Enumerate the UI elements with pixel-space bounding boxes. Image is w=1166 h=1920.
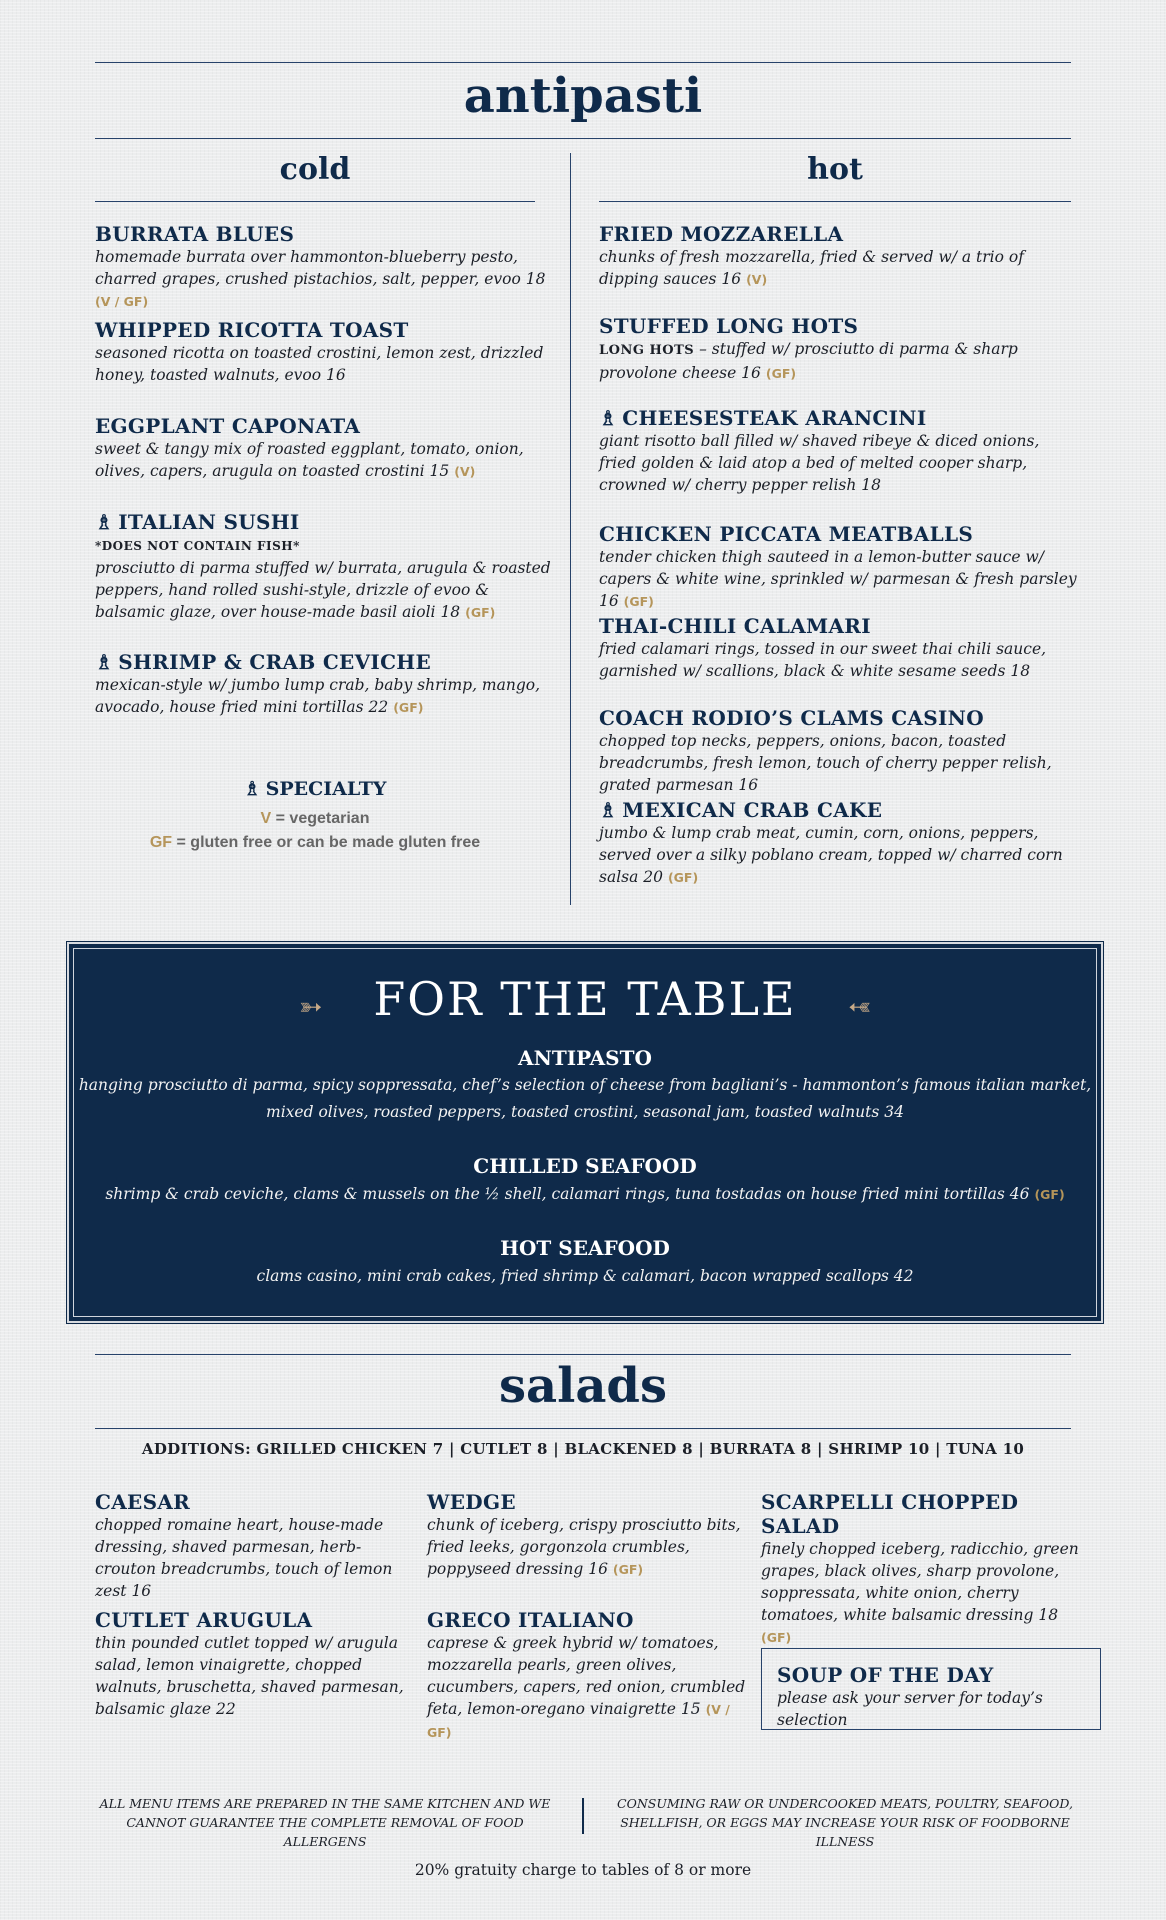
diet-tag: (V / GF): [427, 1702, 730, 1740]
legend-specialty: SPECIALTY: [265, 778, 387, 800]
item-name: SHRIMP & CRAB CEVICHE: [118, 650, 432, 674]
item-description: giant risotto ball filled w/ shaved ribeye & diced onions, fried golden & laid atop a bed of melted cooper sharp, crowned w/ cherry pepper relish 18: [599, 432, 1040, 494]
menu-item: [95, 414, 555, 483]
item-name: BURRATA BLUES: [95, 222, 295, 246]
for-the-table-panel: [67, 942, 1103, 1323]
menu-item: [599, 406, 1069, 496]
menu-item: [761, 1490, 1081, 1649]
flourish-ornament-icon: ➳: [847, 990, 871, 1023]
item-name: EGGPLANT CAPONATA: [95, 414, 361, 438]
foodborne-illness-notice: CONSUMING RAW OR UNDERCOOKED MEATS, POULTRY, SEAFOOD, SHELLFISH, OR EGGS MAY INCREASE YOUR RISK OF FOODBORNE ILLNESS: [617, 1796, 1073, 1849]
item-description: hanging prosciutto di parma, spicy soppressata, chef’s selection of cheese from bagliani’s - hammonton’s famous italian market,: [78, 1076, 1092, 1094]
chef-specialty-icon: ♗: [599, 406, 618, 430]
item-name: ITALIAN SUSHI: [118, 510, 300, 534]
menu-item: [95, 510, 555, 624]
diet-tag: (GF): [465, 605, 496, 620]
legend-text-gf: = gluten free or can be made gluten free: [172, 834, 481, 851]
diet-tag: (GF): [623, 594, 654, 609]
item-description: chunks of fresh mozzarella, fried & served w/ a trio of dipping sauces 16: [599, 248, 1024, 288]
menu-item: [95, 318, 555, 386]
for-the-table-title: FOR THE TABLE: [373, 972, 797, 1026]
item-name: SOUP OF THE DAY: [777, 1663, 994, 1687]
menu-item: [95, 1490, 415, 1602]
diet-tag: (V): [454, 464, 476, 479]
diet-tag: (GF): [765, 366, 797, 381]
column-divider: [570, 153, 571, 905]
item-name: SCARPELLI CHOPPED SALAD: [761, 1490, 1019, 1538]
item-description: seasoned ricotta on toasted crostini, lemon zest, drizzled honey, toasted walnuts, evoo 16: [95, 344, 544, 384]
item-name: WEDGE: [427, 1490, 516, 1514]
item-name: THAI-CHILI CALAMARI: [599, 614, 871, 638]
item-name: CHICKEN PICCATA MEATBALLS: [599, 522, 974, 546]
item-description: homemade burrata over hammonton-blueberry pesto, charred grapes, crushed pistachios, salt, pepper, evoo 18: [95, 248, 546, 288]
item-description: tender chicken thigh sauteed in a lemon-butter sauce w/ capers & white wine, sprinkled w/ parmesan & fresh parsley 16: [599, 548, 1077, 610]
footer-divider: [582, 1798, 584, 1834]
legend-key-gf: GF: [149, 834, 173, 851]
item-description: – stuffed w/ prosciutto di parma & sharp provolone cheese 16: [599, 340, 1018, 382]
item-description: mexican-style w/ jumbo lump crab, baby shrimp, mango, avocado, house fried mini tortillas 22: [95, 676, 541, 716]
item-name: MEXICAN CRAB CAKE: [622, 798, 883, 822]
divider: [95, 62, 1071, 63]
item-name: CUTLET ARUGULA: [95, 1608, 313, 1632]
item-note: *DOES NOT CONTAIN FISH*: [95, 539, 300, 553]
item-description: jumbo & lump crab meat, cumin, corn, onions, peppers, served over a silky poblano cream, topped w/ charred corn salsa 20: [599, 824, 1063, 886]
subheading-hot: hot: [807, 152, 863, 187]
divider: [95, 201, 535, 202]
section-title-salads: salads: [498, 1358, 668, 1414]
diet-tag: (GF): [1034, 1187, 1065, 1202]
item-description: prosciutto di parma stuffed w/ burrata, arugula & roasted peppers, hand rolled sushi-style, drizzle of evoo & balsamic glaze, over house-made basil aioli 18: [95, 559, 551, 621]
subheading-cold: cold: [279, 152, 351, 187]
menu-item: [599, 222, 1079, 291]
item-name: CAESAR: [95, 1490, 191, 1514]
menu-item: [95, 222, 565, 313]
chef-specialty-icon: ♗: [243, 778, 261, 800]
item-name: GRECO ITALIANO: [427, 1608, 634, 1632]
gratuity-notice: 20% gratuity charge to tables of 8 or more: [414, 1861, 752, 1879]
item-description: chopped romaine heart, house-made dressing, shaved parmesan, herb-crouton breadcrumbs, touch of lemon zest 16: [95, 1516, 393, 1600]
item-name: FRIED MOZZARELLA: [599, 222, 844, 246]
chef-specialty-icon: ♗: [95, 650, 114, 674]
item-description: sweet & tangy mix of roasted eggplant, tomato, onion, olives, capers, arugula on toasted crostini 15: [95, 440, 524, 480]
item-description: fried calamari rings, tossed in our sweet thai chili sauce, garnished w/ scallions, black & white sesame seeds 18: [599, 640, 1047, 680]
menu-item: [427, 1608, 747, 1744]
item-name: CHILLED SEAFOOD: [473, 1154, 697, 1178]
item-description: shrimp & crab ceviche, clams & mussels on the ½ shell, calamari rings, tuna tostadas on house fried mini tortillas 46: [105, 1185, 1030, 1203]
item-name: ANTIPASTO: [518, 1046, 652, 1070]
soup-of-the-day-box: [761, 1648, 1101, 1730]
salad-additions: ADDITIONS: GRILLED CHICKEN 7 | CUTLET 8 | BLACKENED 8 | BURRATA 8 | SHRIMP 10 | TUNA 10: [141, 1440, 1025, 1458]
section-title-antipasti: antipasti: [463, 68, 703, 124]
chef-specialty-icon: ♗: [599, 798, 618, 822]
legend: [95, 778, 535, 852]
divider: [599, 201, 1071, 202]
diet-tag: (V / GF): [95, 294, 149, 309]
item-description: chunk of iceberg, crispy prosciutto bits, fried leeks, gorgonzola crumbles, poppyseed dressing 16: [427, 1516, 741, 1578]
menu-item: [599, 314, 1059, 385]
item-name: WHIPPED RICOTTA TOAST: [95, 318, 409, 342]
diet-tag: (GF): [393, 700, 424, 715]
chef-specialty-icon: ♗: [95, 510, 114, 534]
menu-item: [427, 1490, 747, 1581]
menu-item: [599, 522, 1079, 613]
menu-item: [599, 614, 1069, 682]
item-name: HOT SEAFOOD: [500, 1236, 670, 1260]
menu-item: [95, 1608, 405, 1720]
divider: [95, 1354, 1071, 1355]
diet-tag: (GF): [612, 1562, 644, 1577]
item-description: mixed olives, roasted peppers, toasted crostini, seasonal jam, toasted walnuts 34: [266, 1103, 904, 1121]
item-description: finely chopped iceberg, radicchio, green grapes, black olives, sharp provolone, soppressata, white onion, cherry tomatoes, white balsamic dressing 18: [761, 1540, 1079, 1624]
item-description: please ask your server for today’s selection: [777, 1689, 1043, 1729]
item-description: chopped top necks, peppers, onions, bacon, toasted breadcrumbs, fresh lemon, touch of cherry pepper relish, grated parmesan 16: [599, 732, 1052, 794]
item-name: CHEESESTEAK ARANCINI: [622, 406, 927, 430]
allergen-notice: ALL MENU ITEMS ARE PREPARED IN THE SAME KITCHEN AND WE CANNOT GUARANTEE THE COMPLETE REMOVAL OF FOOD ALLERGENS: [99, 1796, 551, 1849]
legend-text-v: = vegetarian: [271, 810, 370, 827]
item-description: clams casino, mini crab cakes, fried shrimp & calamari, bacon wrapped scallops 42: [256, 1267, 914, 1285]
menu-item: [95, 650, 555, 719]
divider: [95, 1428, 1071, 1429]
diet-tag: (GF): [667, 870, 699, 885]
menu-item: [599, 798, 1069, 889]
item-name: STUFFED LONG HOTS: [599, 314, 859, 338]
menu-item: [599, 706, 1079, 796]
legend-key-v: V: [260, 810, 272, 827]
item-name: COACH RODIO’S CLAMS CASINO: [599, 706, 984, 730]
diet-tag: (GF): [761, 1630, 792, 1645]
item-description: caprese & greek hybrid w/ tomatoes, mozzarella pearls, green olives, cucumbers, capers, red onion, crumbled feta, lemon-oregano vinaigrette 15: [427, 1634, 746, 1718]
flourish-ornament-icon: ➳: [299, 990, 323, 1023]
divider: [95, 138, 1071, 139]
item-subtitle: LONG HOTS: [599, 343, 695, 358]
diet-tag: (V): [746, 272, 768, 287]
item-description: thin pounded cutlet topped w/ arugula salad, lemon vinaigrette, chopped walnuts, bruschetta, shaved parmesan, balsamic glaze 22: [95, 1634, 404, 1718]
